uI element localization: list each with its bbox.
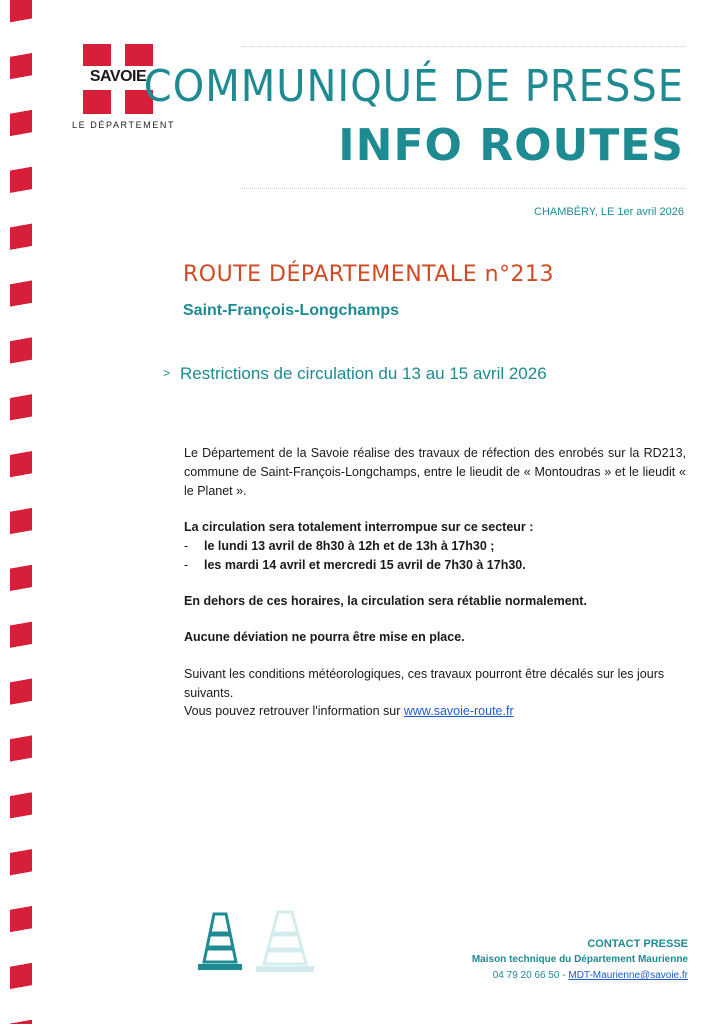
contact-heading: CONTACT PRESSE	[587, 938, 688, 950]
logo-word: SAVOIE	[83, 66, 153, 88]
traffic-cone-icon	[254, 908, 316, 974]
contact-phone: 04 79 20 66 50	[492, 970, 560, 981]
contact-email[interactable]: MDT-Maurienne@savoie.fr	[568, 970, 688, 981]
contact-organization: Maison technique du Département Maurienne	[471, 954, 688, 965]
intro-text: Le Département de la Savoie réalise des travaux de réfection des enrobés sur la RD213, commune de Saint-François-Longchamps, entre le lieudit de « Montoudras » et le lieudit « le Planet ».	[184, 446, 686, 498]
dateline: CHAMBÉRY, LE 1er avril 2026	[534, 206, 684, 218]
no-detour-note: Aucune déviation ne pourra être mise en place.	[184, 630, 465, 644]
chevron-right-icon: >	[163, 366, 171, 380]
bottom-divider	[240, 188, 685, 189]
contact-line: 04 79 20 66 50 - MDT-Maurienne@savoie.fr	[492, 970, 688, 981]
logo-cross-block	[83, 90, 111, 114]
closure-item: - les mardi 14 avril et mercredi 15 avril de 7h30 à 17h30.	[184, 556, 686, 575]
info-line	[184, 702, 686, 721]
logo-cross-block	[83, 44, 111, 68]
hazard-stripe-border	[10, 0, 38, 1024]
info-prefix: Vous pouvez retrouver l'information sur	[184, 704, 404, 718]
traffic-cone-icon	[196, 910, 244, 972]
top-divider	[240, 46, 685, 47]
weather-note: Suivant les conditions météorologiques, ces travaux pourront être décalés sur les jours suivants.	[184, 667, 665, 700]
closure-list	[184, 537, 686, 575]
press-release-title: COMMUNIQUÉ DE PRESSE	[143, 62, 684, 112]
normal-traffic-note: En dehors de ces horaires, la circulation sera rétablie normalement.	[184, 594, 587, 608]
press-contact	[472, 936, 688, 984]
closure-block	[184, 518, 686, 575]
commune-name: Saint-François-Longchamps	[183, 302, 400, 319]
savoie-logo	[83, 44, 153, 114]
info-routes-title: INFO ROUTES	[338, 120, 684, 171]
website-link[interactable]: www.savoie-route.fr	[403, 704, 514, 718]
intro-paragraph	[184, 444, 686, 501]
restriction-text: Restrictions de circulation du 13 au 15 avril 2026	[180, 364, 547, 383]
closure-heading: La circulation sera totalement interrompue sur ce secteur :	[184, 520, 534, 534]
logo-subtitle: LE DÉPARTEMENT	[72, 120, 176, 130]
road-title: ROUTE DÉPARTEMENTALE n°213	[183, 262, 555, 287]
restriction-heading	[163, 364, 547, 384]
closure-item: - le lundi 13 avril de 8h30 à 12h et de 13h à 17h30 ;	[184, 537, 686, 556]
